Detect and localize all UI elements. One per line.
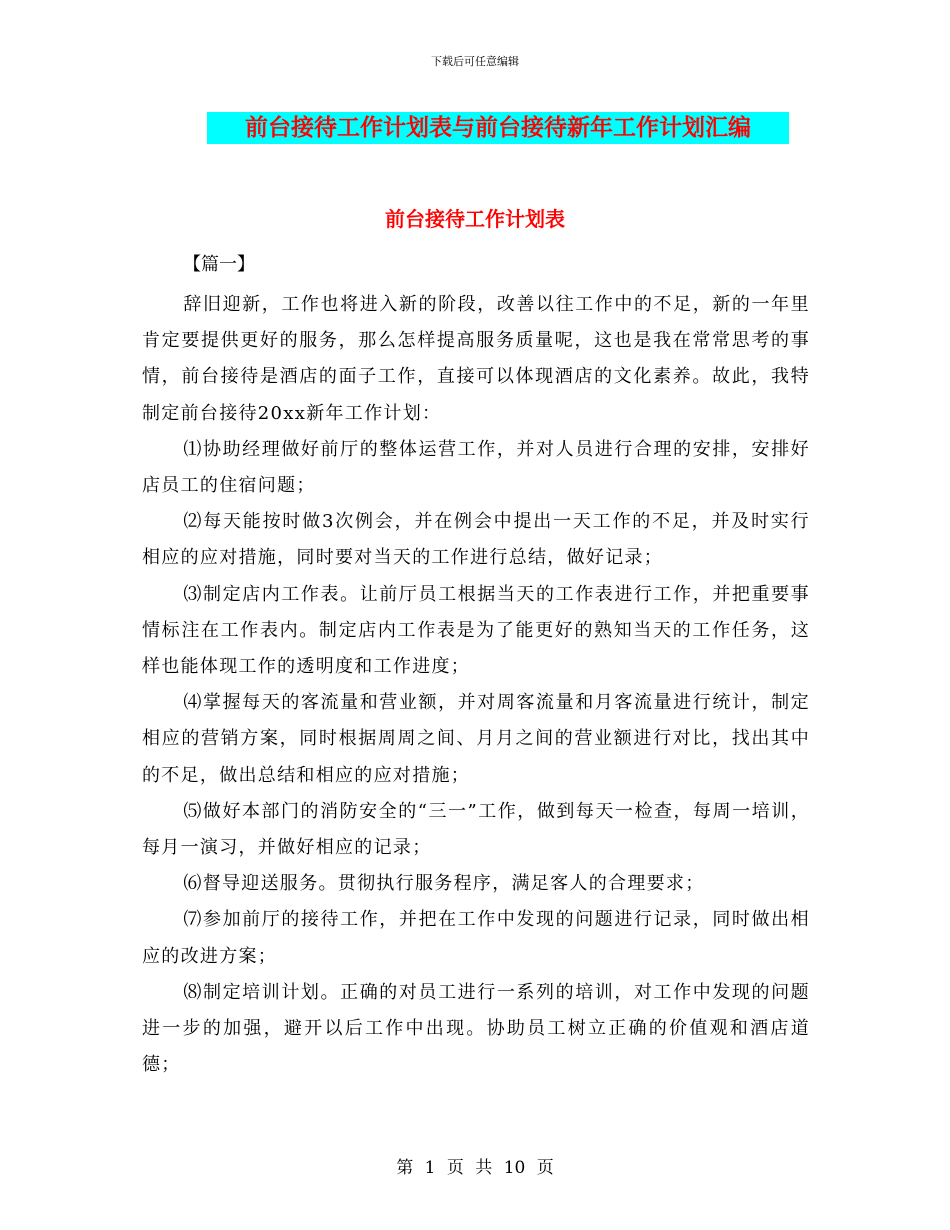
header-note: 下载后可任意编辑 <box>431 55 519 68</box>
paragraph-item-7: ⑺参加前厅的接待工作，并把在工作中发现的问题进行记录，同时做出相应的改进方案； <box>142 909 810 967</box>
paragraph-item-6: ⑹督导迎送服务。贯彻执行服务程序，满足客人的合理要求； <box>183 873 705 895</box>
body-text <box>142 287 810 1083</box>
sub-title: 前台接待工作计划表 <box>385 207 565 231</box>
paragraph-item-4: ⑷掌握每天的客流量和营业额，并对周客流量和月客流量进行统计，制定相应的营销方案，同时根据周周之间、月月之间的营业额进行对比，找出其中的不足，做出总结和相应的应对措施； <box>142 692 810 786</box>
main-title: 前台接待工作计划表与前台接待新年工作计划汇编 <box>207 112 789 144</box>
paragraph-intro: 辞旧迎新，工作也将进入新的阶段，改善以往工作中的不足，新的一年里肯定要提供更好的服务，那么怎样提高服务质量呢，这也是我在常常思考的事情，前台接待是酒店的面子工作，直接可以体现酒店的文化素养。故此，我特制定前台接待20xx新年工作计划： <box>142 294 810 424</box>
paragraph-item-3: ⑶制定店内工作表。让前厅员工根据当天的工作表进行工作，并把重要事情标注在工作表内。制定店内工作表是为了能更好的熟知当天的工作任务，这样也能体现工作的透明度和工作进度； <box>142 583 810 678</box>
paragraph-item-5: ⑸做好本部门的消防安全的“三一”工作，做到每天一检查，每周一培训，每月一演习，并做好相应的记录； <box>142 800 810 859</box>
paragraph-item-2: ⑵每天能按时做3次例会，并在例会中提出一天工作的不足，并及时实行相应的应对措施，同时要对当天的工作进行总结，做好记录； <box>142 511 810 569</box>
paragraph-item-1: ⑴协助经理做好前厅的整体运营工作，并对人员进行合理的安排，安排好店员工的住宿问题； <box>142 438 810 497</box>
paragraph-item-8: ⑻制定培训计划。正确的对员工进行一系列的培训，对工作中发现的问题进一步的加强，避开以后工作中出现。协助员工树立正确的价值观和酒店道德； <box>142 981 810 1076</box>
page-footer: 第 1 页 共 10 页 <box>396 1158 554 1178</box>
section-label: 【篇一】 <box>183 254 255 275</box>
